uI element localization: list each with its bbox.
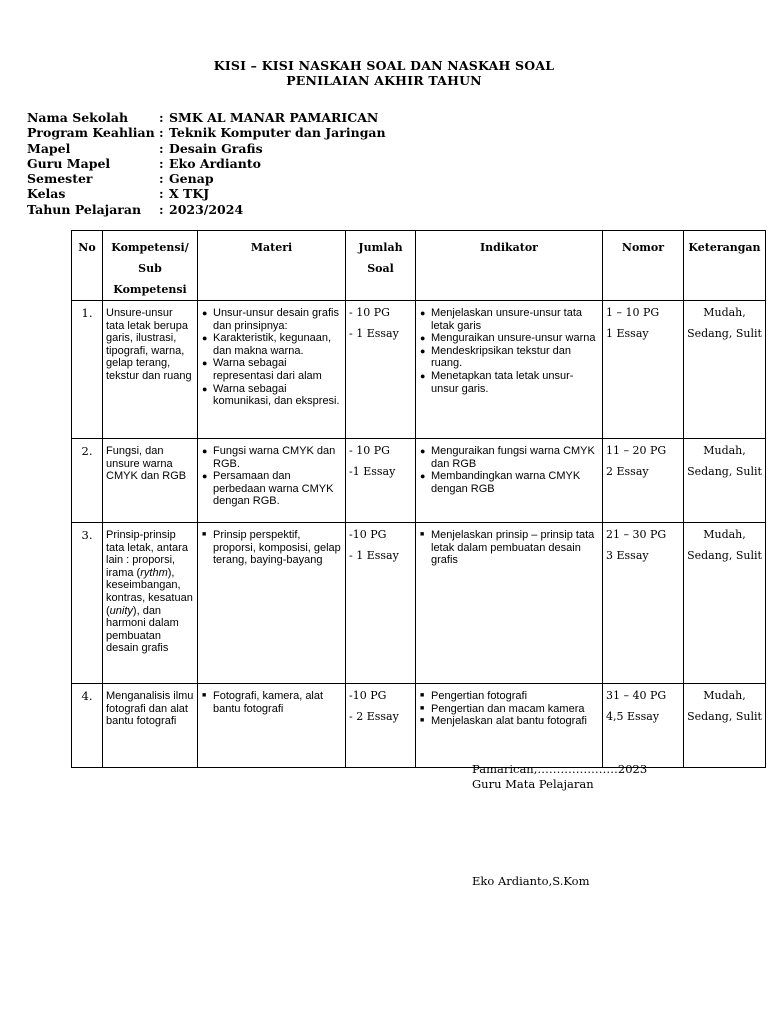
header-indikator: Indikator	[416, 231, 603, 301]
list-item: ● Membandingkan warna CMYK dengan RGB	[431, 470, 599, 495]
info-colon: :	[159, 186, 164, 202]
info-row-semester	[27, 171, 386, 186]
row-kompetensi	[103, 523, 198, 684]
keterangan-item: Mudah,	[703, 528, 746, 541]
list-item: ■ Menjelaskan prinsip – prinsip tata letak dalam pembuatan desain grafis	[431, 529, 599, 567]
header-jumlah-line: Soal	[367, 262, 394, 275]
header-kompetensi-line: Kompetensi	[113, 283, 187, 296]
list-item: ● Mendeskripsikan tekstur dan ruang.	[431, 345, 599, 370]
row-keterangan	[684, 439, 766, 523]
info-value: X TKJ	[169, 186, 210, 202]
table-row	[72, 523, 766, 684]
row-number: 1.	[72, 301, 103, 439]
info-label: Kelas	[27, 186, 66, 202]
info-row-class	[27, 186, 386, 201]
keterangan-item: Sedang, Sulit	[687, 548, 762, 562]
row-indikator	[416, 439, 603, 523]
info-row-year	[27, 202, 386, 217]
materi-list	[201, 307, 342, 408]
kompetensi-text: ), keseimbangan, kontras, kesatuan (	[106, 566, 193, 617]
indikator-list	[419, 445, 599, 495]
nomor-item: 1 Essay	[606, 326, 649, 340]
row-nomor	[603, 684, 684, 768]
nomor-item: 11 – 20 PG	[606, 444, 667, 457]
info-colon: :	[159, 125, 164, 141]
row-materi	[198, 523, 346, 684]
info-value: Eko Ardianto	[169, 155, 261, 171]
info-row-subject	[27, 141, 386, 156]
jumlah-item: - 10 PG	[349, 444, 390, 457]
list-item: ● Persamaan dan perbedaan warna CMYK dengan RGB.	[213, 470, 342, 508]
row-keterangan	[684, 523, 766, 684]
row-kompetensi: Fungsi, dan unsure warna CMYK dan RGB	[103, 439, 198, 523]
header-kompetensi-line: Kompetensi/	[111, 241, 189, 254]
row-materi	[198, 439, 346, 523]
row-kompetensi: Unsure-unsur tata letak berupa garis, ilustrasi, tipografi, warna, gelap terang, tekstur dan ruang	[103, 301, 198, 439]
header-no: No	[72, 231, 103, 301]
info-label: Nama Sekolah	[27, 110, 129, 125]
kompetensi-text: Prinsip-prinsip tata letak, antara lain : proporsi, irama (	[106, 529, 188, 579]
row-number: 3.	[72, 523, 103, 684]
row-jumlah	[346, 439, 416, 523]
row-keterangan	[684, 684, 766, 768]
info-label: Guru Mapel	[27, 155, 111, 171]
row-indikator	[416, 523, 603, 684]
keterangan-item: Sedang, Sulit	[687, 326, 762, 340]
row-nomor	[603, 439, 684, 523]
list-item: ● Menjelaskan unsure-unsur tata letak garis	[431, 307, 599, 332]
info-value: Teknik Komputer dan Jaringan	[169, 125, 386, 141]
list-item: ● Unsur-unsur desain grafis dan prinsipnya:	[213, 307, 342, 332]
kompetensi-italic: unity	[109, 604, 133, 617]
row-indikator	[416, 301, 603, 439]
school-info	[27, 110, 386, 217]
info-label: Tahun Pelajaran	[27, 201, 142, 217]
document-title: KISI – KISI NASKAH SOAL DAN NASKAH SOAL	[213, 58, 555, 73]
info-label: Semester	[27, 171, 93, 187]
nomor-item: 3 Essay	[606, 548, 649, 562]
table-row	[72, 684, 766, 768]
info-row-school	[27, 110, 386, 125]
row-jumlah	[346, 684, 416, 768]
kompetensi-text: ), dan harmoni dalam pembuatan desain grafis	[106, 604, 179, 655]
info-label: Program Keahlian	[27, 125, 155, 141]
row-nomor	[603, 523, 684, 684]
keterangan-item: Sedang, Sulit	[687, 709, 762, 723]
jumlah-item: - 1 Essay	[349, 548, 399, 562]
indikator-list	[419, 307, 599, 395]
jumlah-item: - 10 PG	[349, 306, 390, 319]
header-kompetensi-line: Sub	[138, 262, 162, 275]
info-row-program	[27, 125, 386, 140]
info-value: SMK AL MANAR PAMARICAN	[169, 110, 379, 125]
header-nomor: Nomor	[603, 231, 684, 301]
table-header-row	[72, 231, 766, 301]
nomor-item: 31 – 40 PG	[606, 689, 667, 702]
keterangan-item: Mudah,	[703, 689, 746, 702]
header-kompetensi	[103, 231, 198, 301]
list-item: ● Warna sebagai komunikasi, dan ekspresi.	[213, 383, 342, 408]
list-item: ■ Pengertian dan macam kamera	[431, 703, 599, 716]
keterangan-item: Mudah,	[703, 306, 746, 319]
table-row	[72, 301, 766, 439]
jumlah-item: -1 Essay	[349, 464, 396, 478]
header-keterangan: Keterangan	[684, 231, 766, 301]
info-value: Desain Grafis	[169, 140, 263, 156]
row-jumlah	[346, 301, 416, 439]
list-item: ● Fungsi warna CMYK dan RGB.	[213, 445, 342, 470]
row-nomor	[603, 301, 684, 439]
info-colon: :	[159, 110, 164, 125]
row-jumlah	[346, 523, 416, 684]
nomor-item: 21 – 30 PG	[606, 528, 667, 541]
table-row	[72, 439, 766, 523]
kompetensi-italic: rythm	[140, 566, 168, 579]
info-row-teacher	[27, 156, 386, 171]
document-subtitle: PENILAIAN AKHIR TAHUN	[286, 73, 482, 88]
jumlah-item: - 1 Essay	[349, 326, 399, 340]
row-kompetensi: Menganalisis ilmu fotografi dan alat bantu fotografi	[103, 684, 198, 768]
list-item: ● Karakteristik, kegunaan, dan makna warna.	[213, 332, 342, 357]
kisi-kisi-table	[71, 230, 766, 768]
info-colon: :	[159, 201, 164, 217]
nomor-item: 2 Essay	[606, 464, 649, 478]
jumlah-item: -10 PG	[349, 689, 387, 702]
row-keterangan	[684, 301, 766, 439]
nomor-item: 4,5 Essay	[606, 709, 660, 723]
info-label: Mapel	[27, 140, 71, 156]
list-item: ■ Fotografi, kamera, alat bantu fotografi	[213, 690, 342, 715]
signature-role: Guru Mata Pelajaran	[472, 777, 594, 791]
materi-list	[201, 445, 342, 508]
header-jumlah	[346, 231, 416, 301]
header-jumlah-line: Jumlah	[358, 241, 403, 254]
keterangan-item: Sedang, Sulit	[687, 464, 762, 478]
list-item: ● Menetapkan tata letak unsur-unsur garis.	[431, 370, 599, 395]
indikator-list	[419, 690, 599, 728]
list-item: ● Warna sebagai representasi dari alam	[213, 357, 342, 382]
signature-place-date: Pamarican,…………………2023	[472, 762, 648, 776]
row-materi	[198, 684, 346, 768]
signature-name: Eko Ardianto,S.Kom	[472, 874, 590, 888]
info-value: Genap	[169, 171, 214, 187]
info-colon: :	[159, 171, 164, 187]
materi-list	[201, 690, 342, 715]
keterangan-item: Mudah,	[703, 444, 746, 457]
row-materi	[198, 301, 346, 439]
indikator-list	[419, 529, 599, 567]
jumlah-item: -10 PG	[349, 528, 387, 541]
list-item: ■ Menjelaskan alat bantu fotografi	[431, 715, 599, 728]
nomor-item: 1 – 10 PG	[606, 306, 660, 319]
jumlah-item: - 2 Essay	[349, 709, 399, 723]
list-item: ● Menguraikan fungsi warna CMYK dan RGB	[431, 445, 599, 470]
header-materi: Materi	[198, 231, 346, 301]
info-colon: :	[159, 155, 164, 171]
info-colon: :	[159, 140, 164, 156]
row-number: 4.	[72, 684, 103, 768]
list-item: ■ Prinsip perspektif, proporsi, komposisi, gelap terang, baying-bayang	[213, 529, 342, 567]
row-number: 2.	[72, 439, 103, 523]
list-item: ■ Pengertian fotografi	[431, 690, 599, 703]
list-item: ● Menguraikan unsure-unsur warna	[431, 332, 599, 345]
info-value: 2023/2024	[169, 201, 244, 217]
row-indikator	[416, 684, 603, 768]
materi-list	[201, 529, 342, 567]
